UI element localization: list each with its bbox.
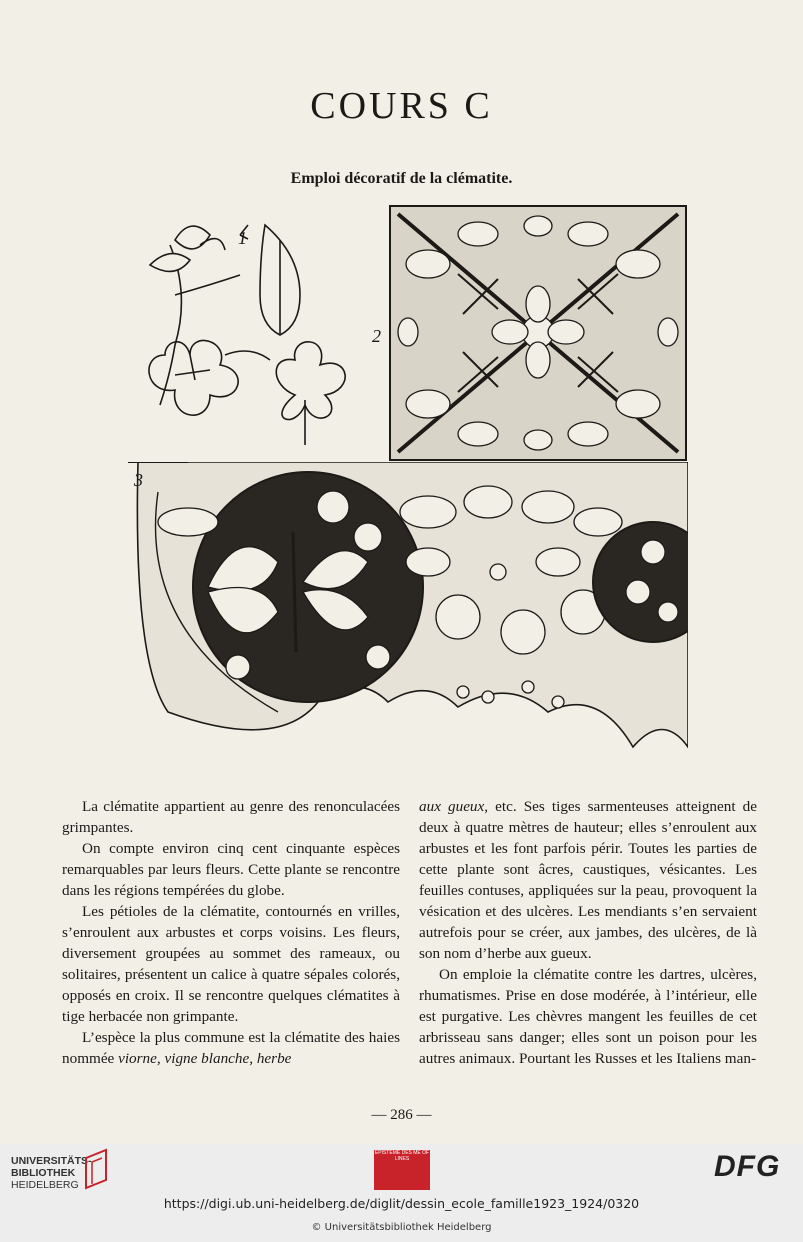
paragraph: Les pétioles de la clématite, contournés en vrilles, s’enroulent aux arbustes et corps voisins. Les fleurs, diversement groupées au sommet des rameaux, ou solitaires, présentent un calice à quatre sépales colorés, opposés en croix. Il se rencontre quelques clématites à tige herbacée non grimpante.	[62, 903, 400, 1025]
paragraph-text: , etc. Ses tiges sarmenteuses atteignent de deux à quatre mètres de hauteur; elles s’enroulent aux arbustes et les font parfois périr. Toutes les parties de cette plante sont âcres, caustiques, vésicantes. Les feuilles contuses, appliquées sur la peau, provoquent la vésication et des ulcères. Les mendiants s’en servaient autrefois pour se créer, aux jambes, des ulcères, de là son nom d’herbe aux gueux.	[419, 798, 757, 962]
text-column-left	[62, 796, 400, 1069]
paragraph: On emploie la clématite contre les dartres, ulcères, rhumatismes. Prise en dose modérée, à l’intérieur, elle est purgative. Les chèvres mangent les feuilles de cet arbrisseau sans danger; elles sont un poison pour les autres animaux. Pourtant les Russes et les Italiens man-	[419, 966, 757, 1067]
library-name	[11, 1155, 92, 1191]
page-title: COURS C	[310, 85, 493, 127]
library-logo-icon	[82, 1148, 112, 1192]
paragraph-text: L’espèce la plus commune est la clématite des haies nommée	[62, 1029, 400, 1067]
paragraph	[62, 1027, 400, 1069]
italic-term: aux gueux	[419, 798, 485, 815]
library-name-line1: UNIVERSITÄTS-	[11, 1155, 92, 1167]
figure-3-label: 3	[134, 470, 143, 490]
library-name-line2: BIBLIOTHEK	[11, 1167, 76, 1179]
figure-2-square-panel-illustration	[388, 204, 688, 462]
dfg-logo: DFG	[714, 1150, 781, 1183]
paragraph: On compte environ cinq cent cinquante espèces remarquables par leurs fleurs. Cette plante se rencontre dans les régions tempérées du globe.	[62, 840, 400, 899]
page-number: — 286 —	[371, 1107, 432, 1123]
paragraph: La clématite appartient au genre des renonculacées grimpantes.	[62, 798, 400, 836]
episteme-badge[interactable]	[374, 1150, 430, 1190]
library-name-line3: HEIDELBERG	[11, 1179, 79, 1191]
figure-1-label: 1	[238, 228, 247, 248]
figure-2-label: 2	[372, 326, 381, 346]
source-url-link[interactable]: https://digi.ub.uni-heidelberg.de/diglit/dessin_ecole_famille1923_1924/0320	[163, 1196, 640, 1211]
paragraph	[419, 796, 757, 964]
text-column-right	[419, 796, 757, 1069]
figure-1-sprig-illustration	[130, 205, 375, 450]
figure-3-border-frieze-illustration	[128, 462, 688, 754]
badge-label: EPISTEME DES ME OF LINES	[374, 1150, 430, 1162]
copyright-notice: © Universitätsbibliothek Heidelberg	[311, 1222, 492, 1233]
italic-term: viorne, vigne blanche, herbe	[118, 1050, 292, 1067]
figure-caption: Emploi décoratif de la clématite.	[290, 170, 513, 187]
